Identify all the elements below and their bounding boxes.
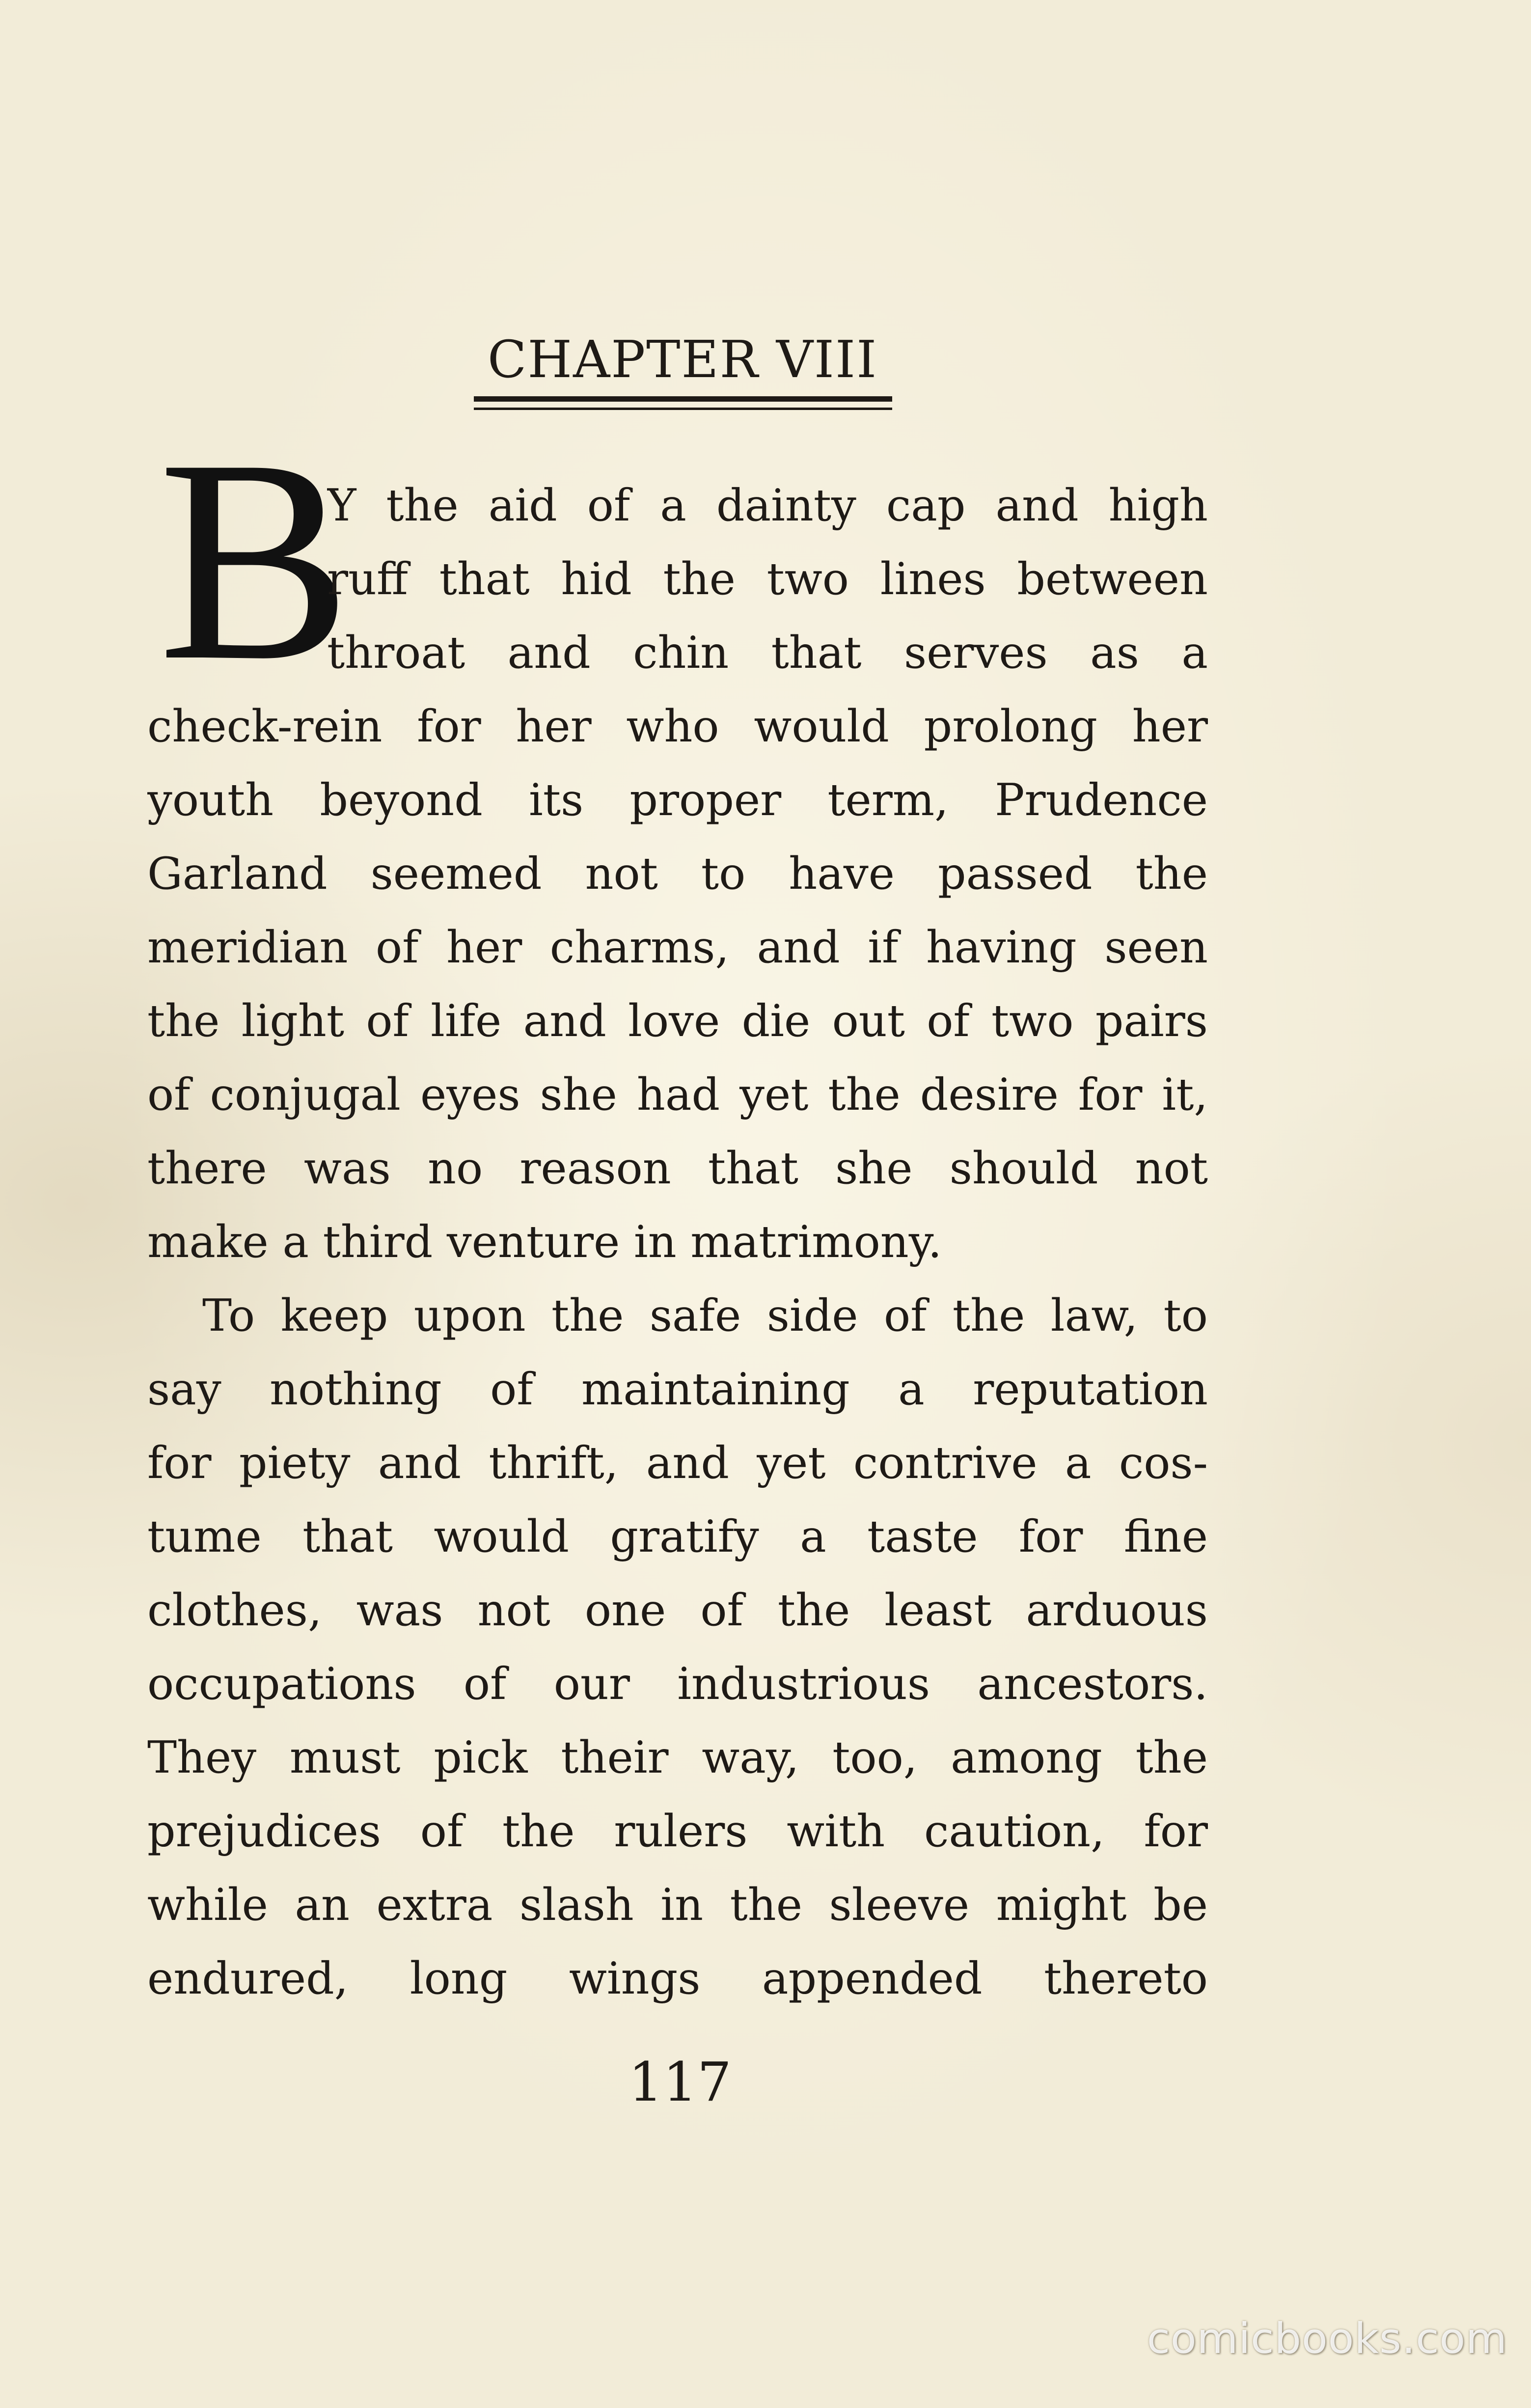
text-line: check-rein for her who would prolong her [147,701,1208,752]
text-line: meridian of her charms, and if having seen [147,922,1208,973]
text-line: say nothing of maintaining a reputation [147,1364,1208,1415]
text-line: They must pick their way, too, among the [147,1732,1208,1783]
watermark: comicbooks.com [1147,2314,1507,2363]
text-line: make a third venture in matrimony. [147,1216,942,1268]
text-line: Garland seemed not to have passed the [147,848,1208,900]
text-line: youth beyond its proper term, Prudence [147,774,1208,826]
text-line: there was no reason that she should not [147,1143,1208,1194]
text-line: while an extra slash in the sleeve might be [147,1879,1208,1931]
text-line: tume that would gratify a taste for fine [147,1511,1208,1562]
text-line: To keep upon the safe side of the law, to [202,1290,1208,1341]
text-line: occupations of our industrious ancestors. [147,1658,1208,1710]
text-line: throat and chin that serves as a [327,627,1208,679]
text-line: Y the aid of a dainty cap and high [327,480,1208,531]
page-number: 117 [629,2051,732,2113]
text-line: of conjugal eyes she had yet the desire for it, [147,1069,1208,1121]
text-line: prejudices of the rulers with caution, for [147,1806,1208,1857]
text-line: ruff that hid the two lines between [327,553,1208,605]
text-line: clothes, was not one of the least arduous [147,1585,1208,1636]
drop-cap: B [158,399,352,720]
text-line: the light of life and love die out of two pairs [147,995,1208,1047]
text-line: endured, long wings appended thereto [147,1953,1208,2004]
title-rule-thick [474,396,892,402]
chapter-title: CHAPTER VIII [487,329,878,389]
text-line: for piety and thrift, and yet contrive a cos- [147,1437,1208,1489]
title-rule-thin [474,408,892,410]
